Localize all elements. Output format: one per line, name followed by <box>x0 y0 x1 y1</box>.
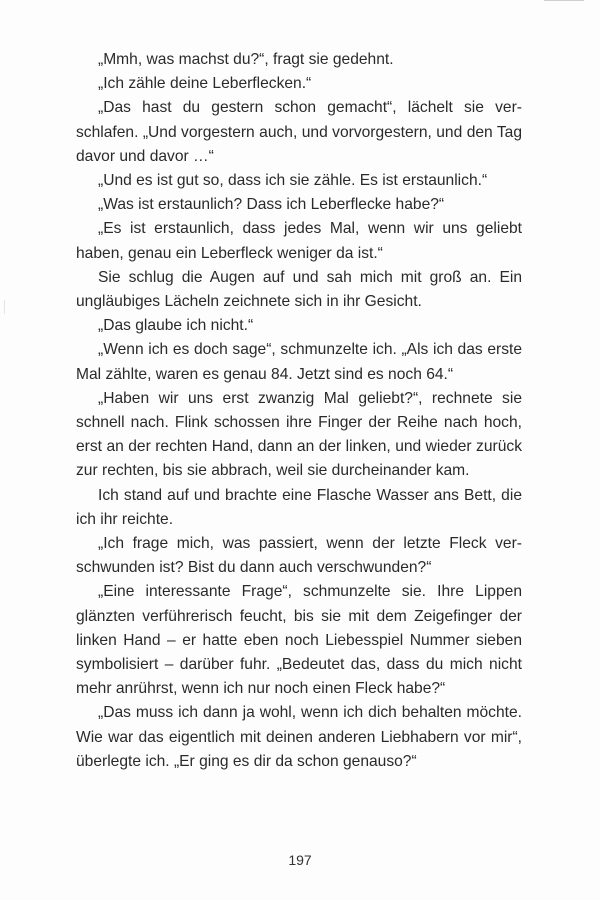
paragraph: „Haben wir uns erst zwanzig Mal geliebt?“, rechnete sie schnell nach. Flink schossen ihre Finger der Reihe nach hoch, erst an der rechten Hand, dann an der linken, und wieder zurück zur rechten, bis sie abbrach, weil sie durcheinander kam. <box>76 389 522 480</box>
paragraph: „Mmh, was machst du?“, fragt sie gedehnt. <box>98 51 394 68</box>
body-text <box>76 48 522 774</box>
paragraph: „Das glaube ich nicht.“ <box>98 317 254 335</box>
paragraph: „Das hast du gestern schon gemacht“, lächelt sie verschlafen. „Und vorgestern auch, und vorvorgestern, und den Tag davor und davor …“ <box>76 99 522 165</box>
scan-artifact <box>4 300 5 314</box>
paragraph: „Wenn ich es doch sage“, schmunzelte ich. „Als ich das erste Mal zählte, waren es genau 84. Jetzt sind es noch 64.“ <box>76 341 522 383</box>
paragraph: „Ich frage mich, was passiert, wenn der letzte Fleck verschwunden ist? Bist du dann auch verschwunden?“ <box>76 535 522 577</box>
paragraph: Sie schlug die Augen auf und sah mich mit groß an. Ein ungläubiges Lächeln zeichnete sich in ihr Gesicht. <box>76 268 522 311</box>
paragraph: „Ich zähle deine Leberflecken.“ <box>98 75 312 93</box>
paragraph: „Was ist erstaunlich? Dass ich Leberflecke habe?“ <box>98 196 445 214</box>
paragraph: „Das muss ich dann ja wohl, wenn ich dich behalten möchte. Wie war das eigentlich mit deinen anderen Liebhabern vor mir“, überlegte ich. „Er ging es dir da schon genauso?“ <box>76 704 522 770</box>
paragraph: „Es ist erstaunlich, dass jedes Mal, wenn wir uns geliebt haben, genau ein Leberfleck weniger da ist.“ <box>76 220 522 262</box>
paragraph: „Eine interessante Frage“, schmunzelte sie. Ihre Lippen glänzten verführerisch feucht, bis sie mit dem Zeigefinger der linken Hand – er hatte eben noch Liebesspiel Nummer sieben symbolisiert – darüber fuhr. „Bedeutet das, dass du mich nicht mehr anrührst, wenn ich nur noch einen Fleck habe?“ <box>76 583 522 698</box>
scan-artifact <box>544 0 584 1</box>
page-number: 197 <box>288 852 312 868</box>
paragraph: „Und es ist gut so, dass ich sie zähle. Es ist erstaunlich.“ <box>98 172 488 190</box>
paragraph: Ich stand auf und brachte eine Flasche Wasser ans Bett, die ich ihr reichte. <box>76 486 522 528</box>
